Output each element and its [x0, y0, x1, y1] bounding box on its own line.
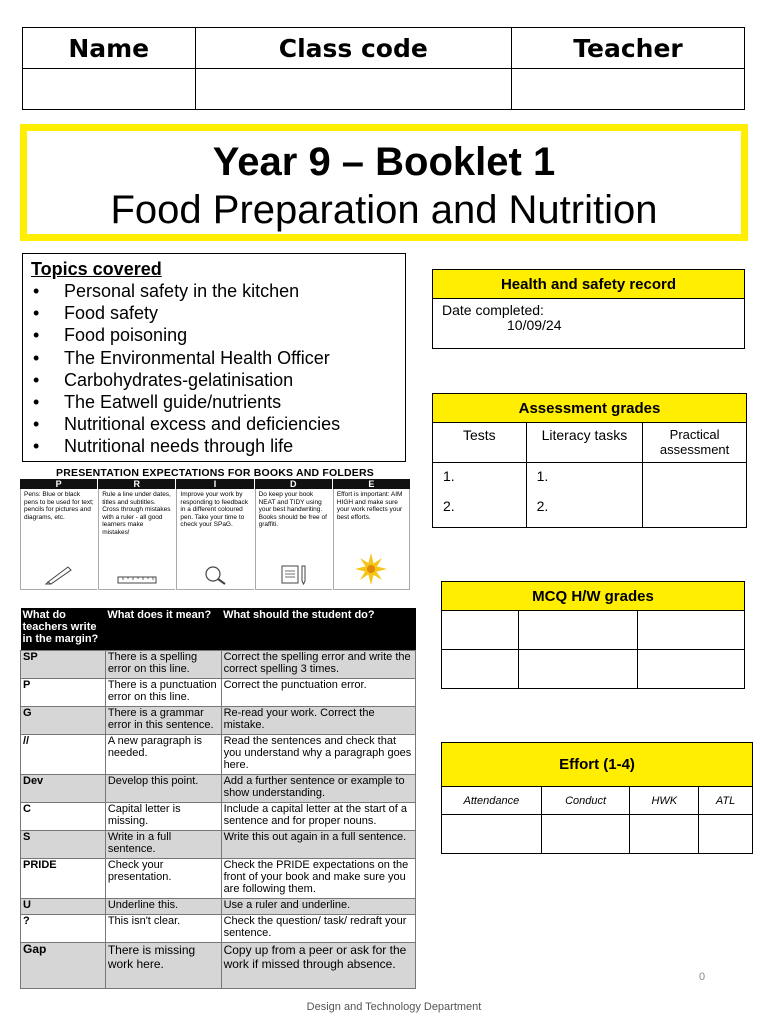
pride-title: PRESENTATION EXPECTATIONS FOR BOOKS AND FOLDERS [56, 467, 374, 479]
student-info-table [22, 27, 745, 110]
pride-column-i: I Improve your work by responding to feedback in a different coloured pen. Take your time to check your SPaG. [176, 479, 254, 590]
pride-column-p: P Pens: Blue or black pens to be used for text; pencils for pictures and diagrams, etc. [20, 479, 98, 590]
pride-expectations [20, 467, 410, 590]
health-safety-heading: Health and safety record [433, 270, 745, 299]
teacher-field[interactable] [512, 69, 745, 110]
assessment-heading: Assessment grades [433, 394, 747, 423]
practical-header: Practical assessment [643, 423, 747, 463]
mcq-grade-cell[interactable] [518, 650, 638, 689]
table-row: G There is a grammar error in this sentence. Re-read your work. Correct the mistake. [21, 706, 416, 734]
pride-column-d: D Do keep your book NEAT and TIDY using your best handwriting. Books should be free of graffiti. [255, 479, 333, 590]
hwk-header: HWK [630, 787, 699, 815]
date-completed-cell [433, 299, 745, 349]
atl-header: ATL [699, 787, 753, 815]
mcq-grade-cell[interactable] [638, 650, 745, 689]
pencil-icon [44, 563, 74, 585]
ruler-icon [117, 575, 157, 585]
table-row: PRIDE Check your presentation. Check the PRIDE expectations on the front of your book and make sure you are following them. [21, 858, 416, 898]
health-safety-record [432, 269, 745, 349]
table-row: U Underline this. Use a ruler and underline. [21, 898, 416, 914]
name-header: Name [23, 28, 196, 69]
title-banner [20, 124, 748, 241]
table-row: C Capital letter is missing. Include a capital letter at the start of a sentence and for proper nouns. [21, 802, 416, 830]
pride-column-e: E Effort is important: AIM HIGH and make sure your work reflects your best efforts. [333, 479, 410, 590]
effort-table [441, 742, 753, 854]
table-row: S Write in a full sentence. Write this out again in a full sentence. [21, 830, 416, 858]
list-item: • Personal safety in the kitchen [33, 281, 300, 301]
tests-header: Tests [433, 423, 527, 463]
literacy-header: Literacy tasks [526, 423, 643, 463]
hwk-cell[interactable] [630, 815, 699, 854]
booklet-title: Year 9 – Booklet 1 [212, 140, 556, 184]
list-item: • The Environmental Health Officer [33, 347, 330, 368]
meaning-column-header: What does it mean? [105, 608, 221, 650]
list-item: • Carbohydrates-gelatinisation [33, 369, 294, 390]
attendance-header: Attendance [442, 787, 542, 815]
mcq-grade-cell[interactable] [518, 611, 638, 650]
footer-department: Design and Technology Department [306, 1001, 482, 1013]
table-row: SP There is a spelling error on this line. Correct the spelling error and write the correct spelling 3 times. [21, 650, 416, 678]
effort-heading: Effort (1-4) [442, 743, 753, 787]
star-icon [353, 551, 389, 587]
notebook-icon [279, 563, 309, 585]
teacher-header: Teacher [512, 28, 745, 69]
topics-list [31, 280, 405, 458]
class-code-field[interactable] [195, 69, 512, 110]
topics-heading: Topics covered [31, 259, 162, 279]
table-row: // A new paragraph is needed. Read the sentences and check that you understand why a paragraph goes here. [21, 734, 416, 774]
magnifier-icon [203, 565, 229, 585]
pride-column-r: R Rule a line under dates, titles and subtitles. Cross through mistakes with a ruler - all good learners make mistakes! [98, 479, 176, 590]
date-completed-value: 10/09/24 [507, 317, 562, 333]
page-number: 0 [699, 971, 706, 983]
date-completed-label: Date completed: [442, 302, 544, 318]
tests-grades[interactable]: 1. 2. [433, 463, 527, 528]
attendance-cell[interactable] [442, 815, 542, 854]
list-item: • Nutritional excess and deficiencies [33, 414, 341, 435]
table-row: Dev Develop this point. Add a further sentence or example to show understanding. [21, 774, 416, 802]
code-column-header: What do teachers write in the margin? [21, 608, 106, 650]
mcq-grade-cell[interactable] [442, 650, 519, 689]
table-row: ? This isn't clear. Check the question/ task/ redraft your sentence. [21, 914, 416, 942]
conduct-header: Conduct [541, 787, 630, 815]
topics-box [22, 253, 406, 462]
list-item: • The Eatwell guide/nutrients [33, 392, 282, 413]
name-field[interactable] [23, 69, 196, 110]
list-item: • Nutritional needs through life [33, 436, 294, 457]
literacy-grades[interactable]: 1. 2. [526, 463, 643, 528]
subject-title: Food Preparation and Nutrition [110, 188, 658, 232]
mcq-heading: MCQ H/W grades [442, 582, 745, 611]
marking-codes-table [20, 608, 416, 989]
mcq-grades-table [441, 581, 745, 689]
action-column-header: What should the student do? [221, 608, 415, 650]
mcq-grade-cell[interactable] [638, 611, 745, 650]
list-item: • Food poisoning [33, 325, 188, 346]
class-code-header: Class code [195, 28, 512, 69]
conduct-cell[interactable] [541, 815, 630, 854]
atl-cell[interactable] [699, 815, 753, 854]
table-row: Gap There is missing work here. Copy up from a peer or ask for the work if missed through absence. [21, 942, 416, 988]
assessment-grades-table [432, 393, 747, 528]
table-row: P There is a punctuation error on this line. Correct the punctuation error. [21, 678, 416, 706]
list-item: • Food safety [33, 303, 159, 324]
mcq-grade-cell[interactable] [442, 611, 519, 650]
practical-grade[interactable] [643, 463, 747, 528]
